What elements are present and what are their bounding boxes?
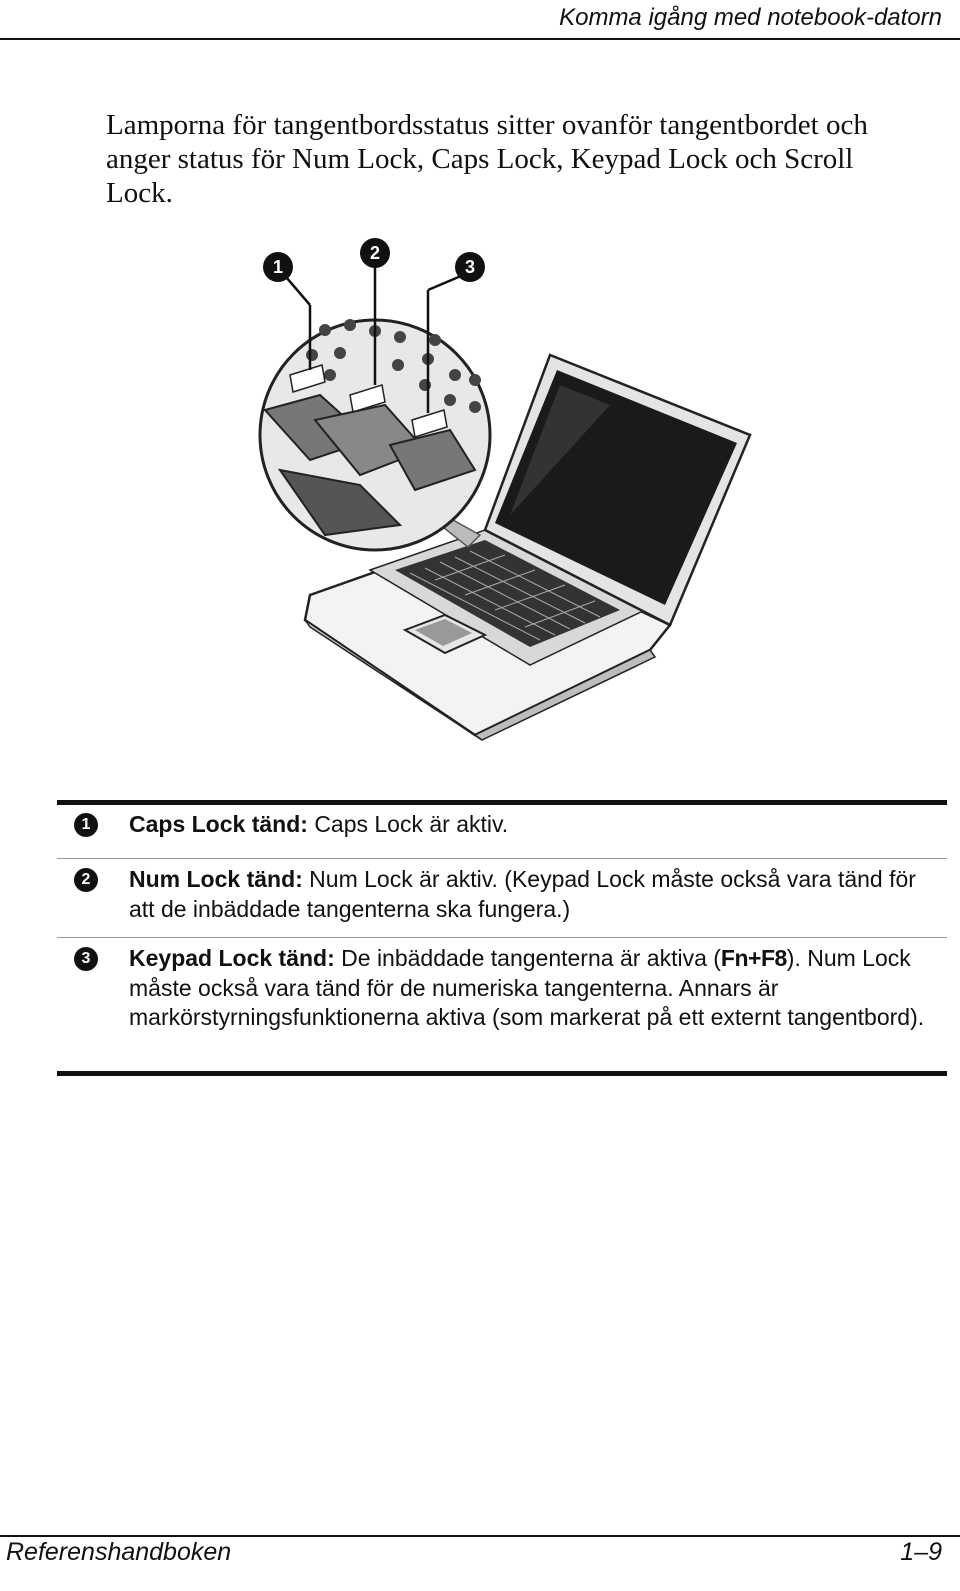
callout-3-icon [455, 252, 485, 282]
item-text-after: ). Num Lock måste också vara tänd för de numeriska tangenterna. Annars är markörstyrningsfunktionerna aktiva (som markerat på ett externt tangentbord). [129, 945, 925, 1030]
item-text: Caps Lock är aktiv. [314, 811, 509, 837]
callout-1-icon [263, 252, 293, 282]
page-number: 1–9 [900, 1538, 942, 1566]
row-divider [57, 937, 947, 938]
key-combo: Fn+F8 [720, 945, 787, 971]
item-number-badge: 1 [74, 813, 98, 837]
table-top-rule [57, 800, 947, 805]
item-number-badge: 2 [74, 868, 98, 892]
item-description [129, 944, 939, 1033]
intro-paragraph: Lamporna för tangentbordsstatus sitter ovanför tangentbordet och anger status för Num Lock, Caps Lock, Keypad Lock och Scroll Lock. [106, 109, 868, 209]
laptop-status-lights-illustration [250, 235, 760, 745]
item-term: Keypad Lock tänd: [129, 945, 335, 971]
svg-text:2: 2 [369, 243, 381, 263]
footer-rule [0, 1535, 960, 1537]
item-term: Caps Lock tänd: [129, 811, 308, 837]
running-header: Komma igång med notebook-datorn [559, 4, 942, 31]
svg-text:1: 1 [272, 257, 284, 277]
header-rule [0, 38, 960, 40]
row-divider [57, 858, 947, 859]
item-text-before: De inbäddade tangenterna är aktiva ( [341, 945, 721, 971]
table-bottom-rule [57, 1071, 947, 1076]
item-description [129, 810, 939, 840]
svg-text:3: 3 [464, 257, 476, 277]
item-text: Num Lock är aktiv. (Keypad Lock måste också vara tänd för att de inbäddade tangenterna ska fungera.) [129, 866, 916, 922]
callout-2-icon [360, 238, 390, 268]
footer-book-title: Referenshandboken [6, 1538, 232, 1566]
item-number-badge: 3 [74, 947, 98, 971]
item-term: Num Lock tänd: [129, 866, 303, 892]
item-description [129, 865, 939, 924]
